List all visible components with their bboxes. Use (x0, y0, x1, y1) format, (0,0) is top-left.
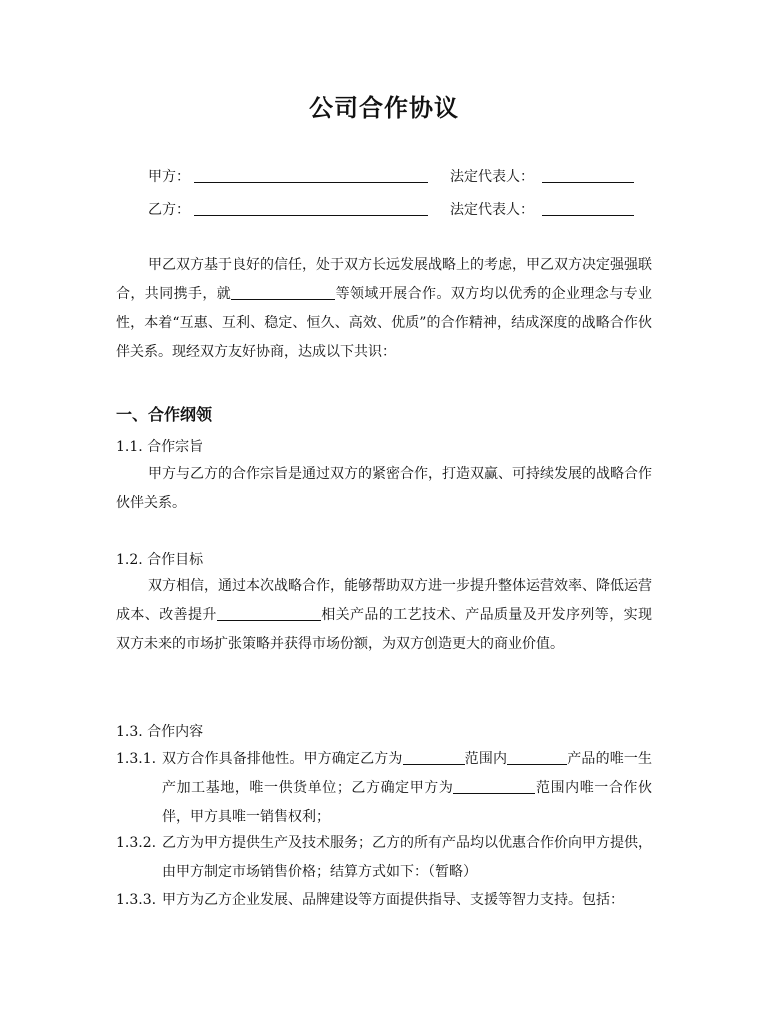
item-1-3-1-text-3: 产品的唯一生产加工基地，唯一供货单位；乙方确定甲方为 (162, 751, 653, 796)
item-1-3-2 (116, 829, 652, 887)
party-a-rep-label: 法定代表人： (450, 169, 534, 185)
item-1-3-1-text-4: 范围内唯一合作伙伴，甲方具唯一销售权利； (162, 780, 653, 825)
item-1-3-2-text: 乙方为甲方提供生产及技术服务；乙方的所有产品均以优惠合作价向甲方提供，由甲方制定市场销售价格；结算方式如下：（暂略） (162, 835, 652, 880)
item-1-3-1-number: 1.3.1. (116, 751, 157, 767)
item-1-3-1-blank-3 (453, 779, 535, 794)
document-title: 公司合作协议 (309, 94, 459, 122)
party-a-rep-blank (542, 182, 634, 183)
section-1-2-text-1: 双方相信，通过本次战略合作，能够帮助双方进一步提升整体运营效率、降低运营成本、改善提升 (116, 578, 652, 623)
item-1-3-1-text-2: 范围内 (464, 751, 508, 767)
item-1-3-2-number: 1.3.2. (116, 835, 157, 851)
section-1-1-heading: 1.1. 合作宗旨 (116, 439, 204, 455)
intro-text-1: 甲乙双方基于良好的信任，处于双方长远发展战略上的考虑，甲乙双方决定强强联合，共同携手，就 (116, 257, 652, 302)
item-1-3-3 (116, 886, 652, 915)
party-b-rep-label: 法定代表人： (450, 202, 534, 218)
item-1-3-1-blank-1 (403, 750, 465, 765)
section-1-1-text: 甲方与乙方的合作宗旨是通过双方的紧密合作，打造双赢、可持续发展的战略合作伙伴关系。 (116, 466, 652, 511)
section-1-2-text-2: 相关产品的工艺技术、产品质量及开发序列等，实现双方未来的市场扩张策略并获得市场份额，为双方创造更大的商业价值。 (116, 607, 653, 652)
party-b-row (148, 198, 648, 222)
party-a-row (148, 165, 648, 189)
item-1-3-1 (116, 745, 652, 832)
item-1-3-3-number: 1.3.3. (116, 892, 157, 908)
section-1-2-blank (217, 606, 321, 621)
section-1-3-heading: 1.3. 合作内容 (116, 724, 204, 740)
section-1-2-paragraph (116, 572, 652, 659)
intro-paragraph (116, 251, 652, 367)
intro-text-2: 等领域开展合作。双方均以优秀的企业理念与专业性，本着“互惠、互利、稳定、恒久、高效、优质”的合作精神，结成深度的战略合作伙伴关系。现经双方友好协商，达成以下共识： (116, 286, 653, 360)
party-a-blank (194, 182, 428, 183)
item-1-3-1-text-1: 双方合作具备排他性。甲方确定乙方为 (162, 751, 403, 767)
party-b-label: 乙方： (148, 202, 190, 218)
party-b-blank (194, 215, 428, 216)
section-1-2-heading: 1.2. 合作目标 (116, 552, 204, 568)
party-a-label: 甲方： (148, 169, 190, 185)
item-1-3-1-blank-2 (507, 750, 567, 765)
intro-blank (231, 285, 335, 300)
section-1-heading: 一、合作纲领 (116, 405, 213, 424)
item-1-3-3-text: 甲方为乙方企业发展、品牌建设等方面提供指导、支援等智力支持。包括： (162, 892, 624, 908)
party-b-rep-blank (542, 215, 634, 216)
